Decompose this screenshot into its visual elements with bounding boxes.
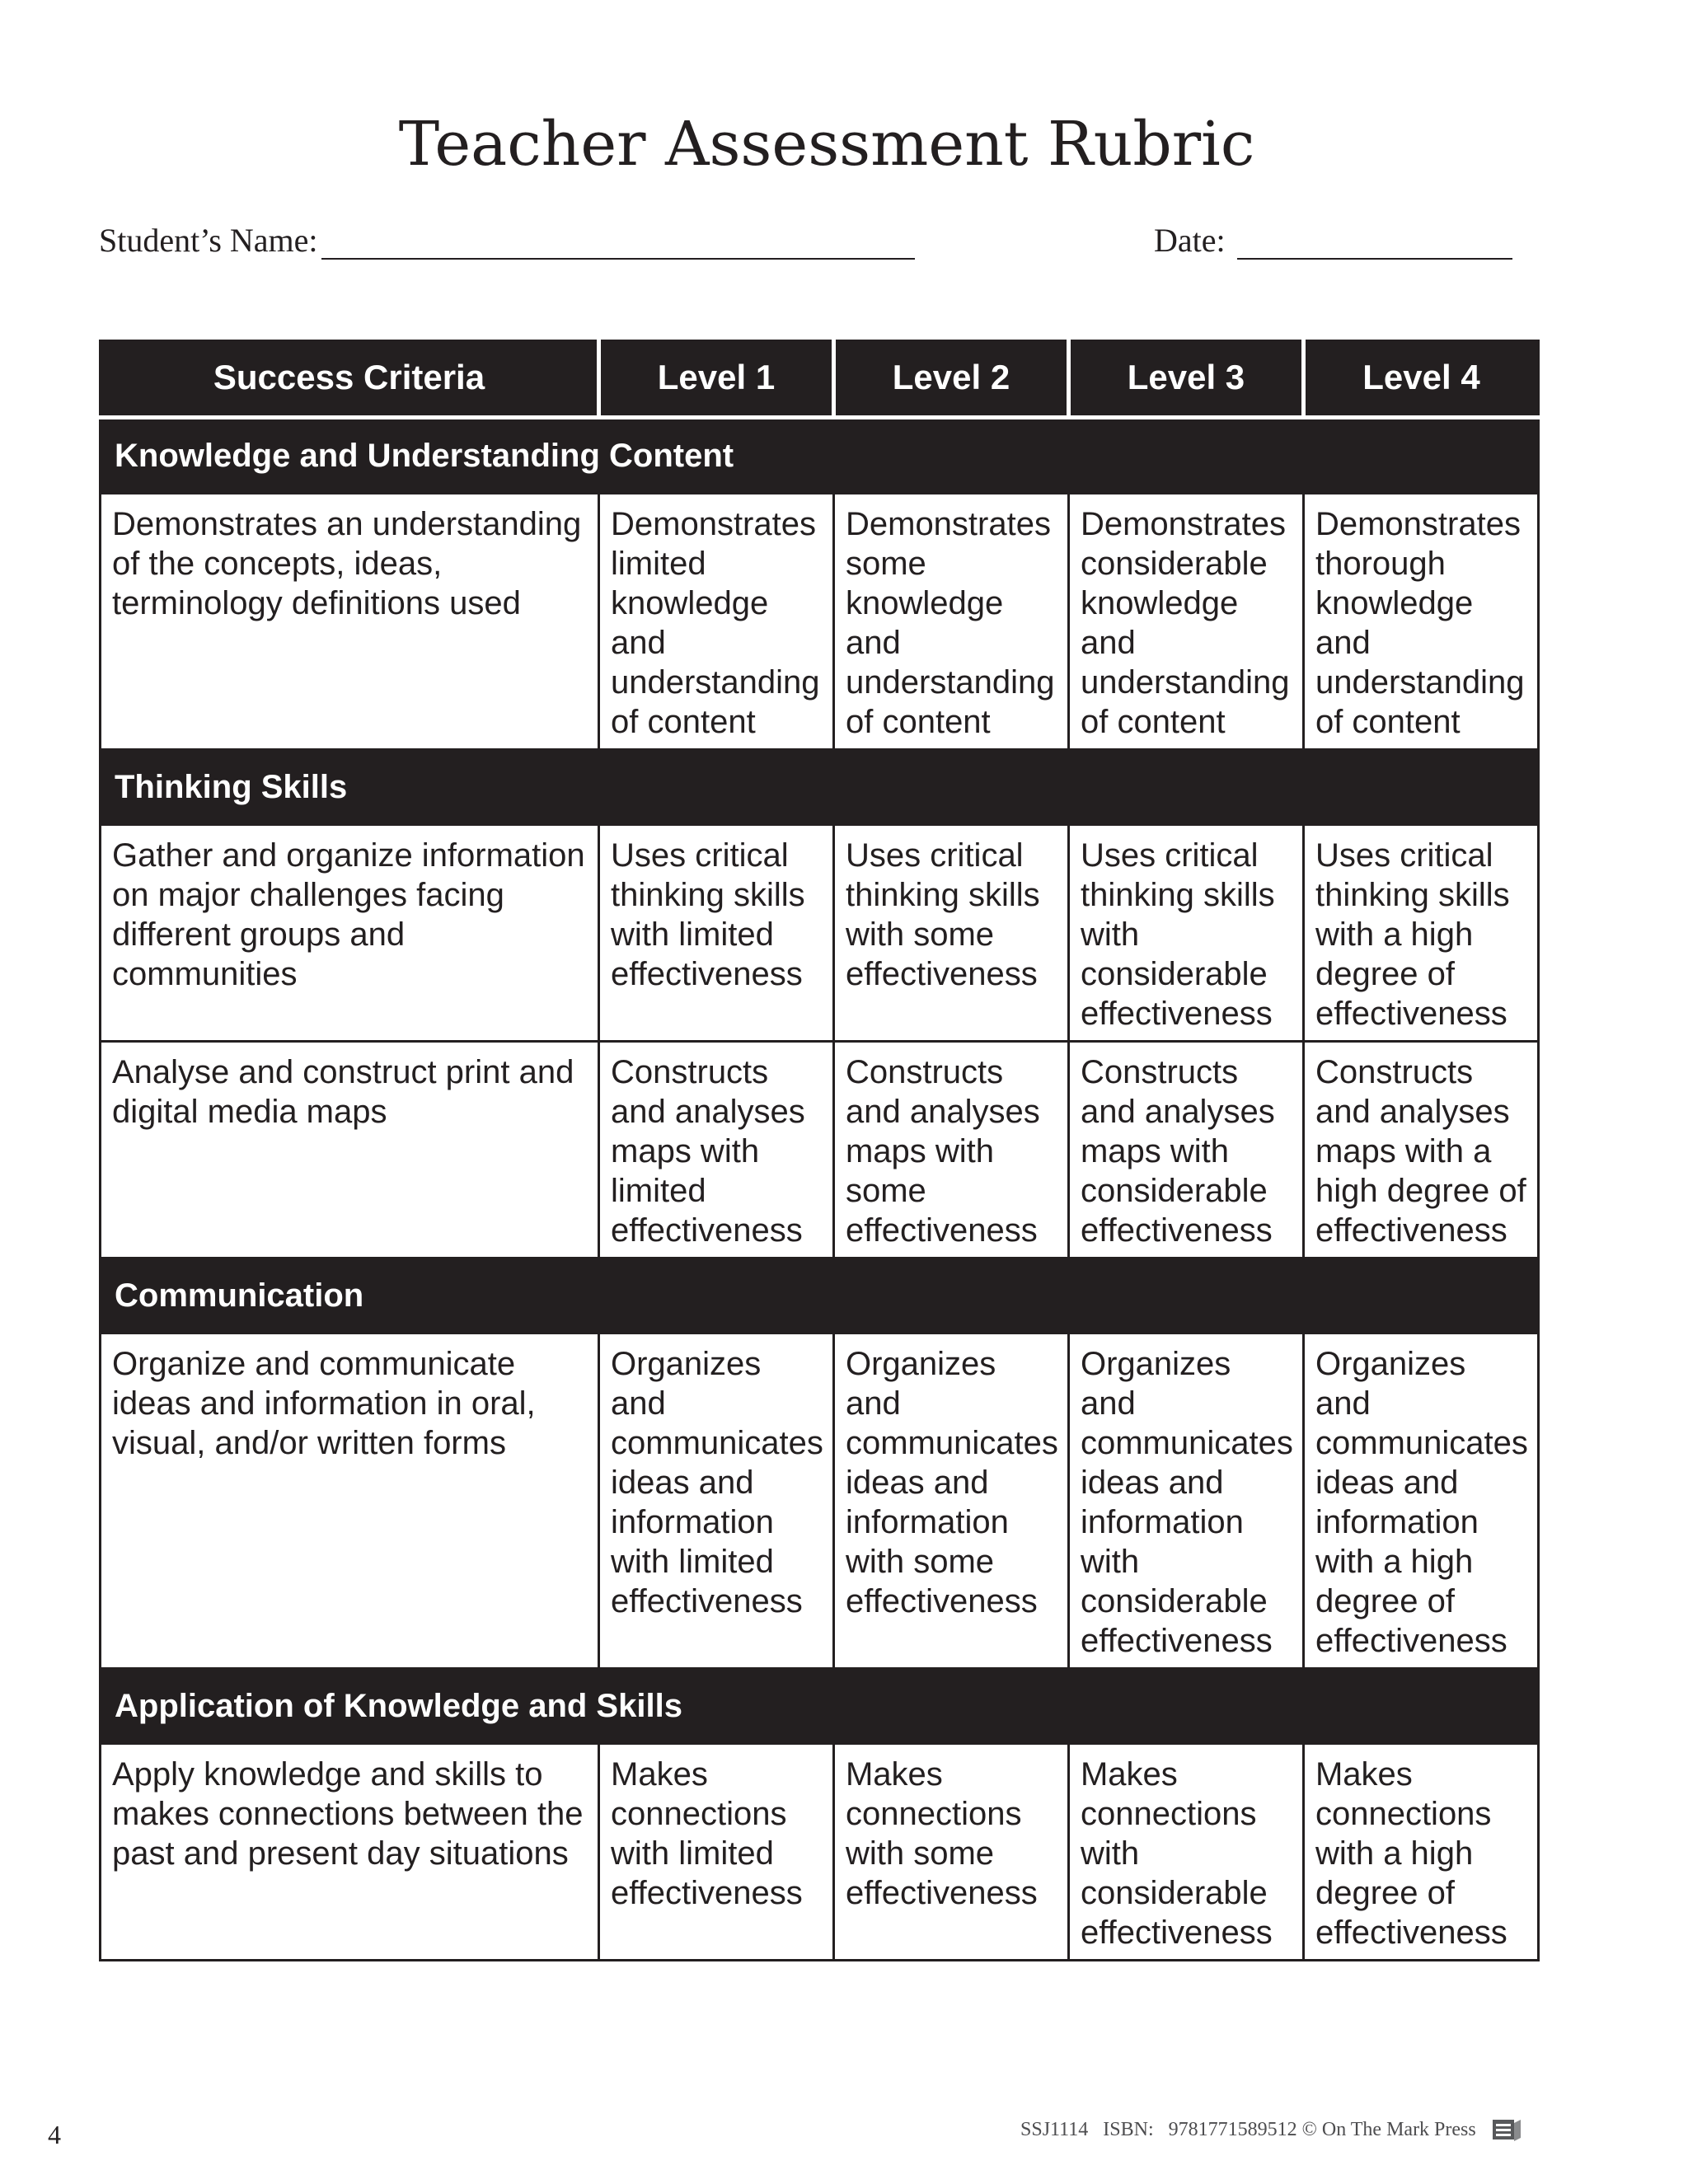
isbn-label: ISBN: [1103,2118,1154,2140]
level-2-cell: Demonstrates some knowledge and understanding of content [833,494,1068,750]
table-row [101,1042,1539,1258]
section-title: Knowledge and Understanding Content [101,418,1539,494]
level-4-cell: Makes connections with a high degree of effectiveness [1303,1744,1538,1961]
section-title: Application of Knowledge and Skills [101,1669,1539,1744]
table-row [101,494,1539,750]
section-row [101,418,1539,494]
level-4-cell: Organizes and communicates ideas and information with a high degree of effectiveness [1303,1333,1538,1669]
criteria-cell: Demonstrates an understanding of the concepts, ideas, terminology definitions used [101,494,599,750]
student-name-line[interactable] [321,223,915,260]
isbn-text: 9781771589512 © On The Mark Press [1168,2118,1476,2140]
page-title: Teacher Assessment Rubric [398,109,1255,180]
table-row [101,825,1539,1042]
level-1-cell: Constructs and analyses maps with limited effectiveness [599,1042,834,1258]
product-code: SSJ1114 [1020,2118,1089,2140]
section-title: Thinking Skills [101,750,1539,825]
section-title: Communication [101,1258,1539,1333]
footer-publisher-info [1020,2116,1524,2143]
student-name-label: Student’s Name: [99,222,318,259]
level-1-cell: Uses critical thinking skills with limited effectiveness [599,825,834,1042]
table-row [101,1744,1539,1961]
header-level-1: Level 1 [599,340,834,418]
level-4-cell: Uses critical thinking skills with a high degree of effectiveness [1303,825,1538,1042]
header-success-criteria: Success Criteria [101,340,599,418]
book-icon [1491,2116,1524,2143]
criteria-cell: Analyse and construct print and digital media maps [101,1042,599,1258]
date-label: Date: [1154,222,1226,259]
student-name-field[interactable] [99,221,915,260]
rubric-table [99,340,1540,1961]
date-field[interactable] [1154,221,1512,260]
level-3-cell: Uses critical thinking skills with considerable effectiveness [1068,825,1303,1042]
level-2-cell: Constructs and analyses maps with some effectiveness [833,1042,1068,1258]
section-row [101,1258,1539,1333]
section-row [101,750,1539,825]
table-row [101,1333,1539,1669]
level-2-cell: Makes connections with some effectiveness [833,1744,1068,1961]
level-4-cell: Demonstrates thorough knowledge and understanding of content [1303,494,1538,750]
criteria-cell: Apply knowledge and skills to makes connections between the past and present day situations [101,1744,599,1961]
level-4-cell: Constructs and analyses maps with a high degree of effectiveness [1303,1042,1538,1258]
level-1-cell: Makes connections with limited effectiveness [599,1744,834,1961]
page-number: 4 [48,2120,61,2149]
level-1-cell: Demonstrates limited knowledge and understanding of content [599,494,834,750]
section-row [101,1669,1539,1744]
date-line[interactable] [1237,223,1512,260]
level-2-cell: Uses critical thinking skills with some effectiveness [833,825,1068,1042]
header-level-2: Level 2 [833,340,1068,418]
level-3-cell: Constructs and analyses maps with considerable effectiveness [1068,1042,1303,1258]
header-level-3: Level 3 [1068,340,1303,418]
criteria-cell: Organize and communicate ideas and information in oral, visual, and/or written forms [101,1333,599,1669]
level-2-cell: Organizes and communicates ideas and information with some effectiveness [833,1333,1068,1669]
header-row [101,340,1539,418]
level-3-cell: Demonstrates considerable knowledge and understanding of content [1068,494,1303,750]
level-3-cell: Makes connections with considerable effectiveness [1068,1744,1303,1961]
level-3-cell: Organizes and communicates ideas and information with considerable effectiveness [1068,1333,1303,1669]
level-1-cell: Organizes and communicates ideas and information with limited effectiveness [599,1333,834,1669]
header-level-4: Level 4 [1303,340,1538,418]
criteria-cell: Gather and organize information on major challenges facing different groups and communities [101,825,599,1042]
